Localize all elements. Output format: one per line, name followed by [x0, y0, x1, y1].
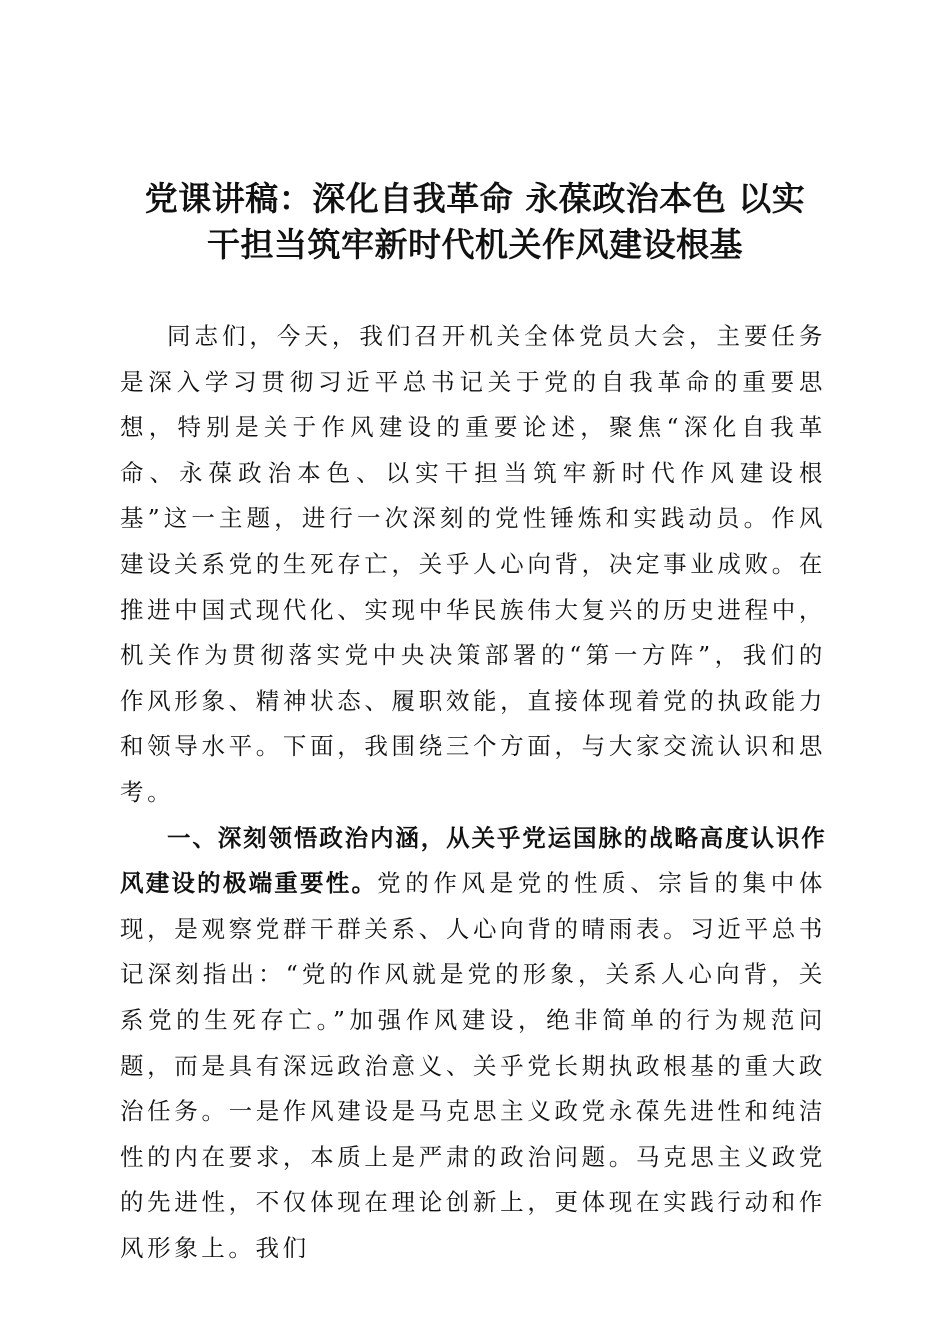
- section-1-text: 党的作风是党的性质、宗旨的集中体现，是观察党群干群关系、人心向背的晴雨表。习近平总书记深刻指出：“党的作风就是党的形象，关系人心向背，关系党的生死存亡。”加强作风建设，绝非简单的行为规范问题，而是具有深远政治意义、关乎党长期执政根基的重大政治任务。一是作风建设是马克思主义政党永葆先进性和纯洁性的内在要求，本质上是严肃的政治问题。马克思主义政党的先进性，不仅体现在理论创新上，更体现在实践行动和作风形象上。我们: [120, 869, 826, 1262]
- document-title-line-1: 党课讲稿：深化自我革命 永葆政治本色 以实: [144, 179, 806, 218]
- section-1-heading: 一、深刻领悟政治内涵，从关乎党运国脉的战略高度认识作风建设的极端重要性。: [120, 823, 826, 898]
- document-body: [120, 314, 826, 1271]
- intro-paragraph: 同志们，今天，我们召开机关全体党员大会，主要任务是深入学习贯彻习近平总书记关于党的自我革命的重要思想，特别是关于作风建设的重要论述，聚焦“深化自我革命、永葆政治本色、以实干担当筑牢新时代作风建设根基”这一主题，进行一次深刻的党性锤炼和实践动员。作风建设关系党的生死存亡，关乎人心向背，决定事业成败。在推进中国式现代化、实现中华民族伟大复兴的历史进程中，机关作为贯彻落实党中央决策部署的“第一方阵”，我们的作风形象、精神状态、履职效能，直接体现着党的执政能力和领导水平。下面，我围绕三个方面，与大家交流认识和思考。: [120, 322, 826, 806]
- section-1-paragraph: [120, 816, 826, 1272]
- document-title: [110, 176, 840, 268]
- document-title-line-2: 干担当筑牢新时代机关作风建设根基: [207, 225, 743, 264]
